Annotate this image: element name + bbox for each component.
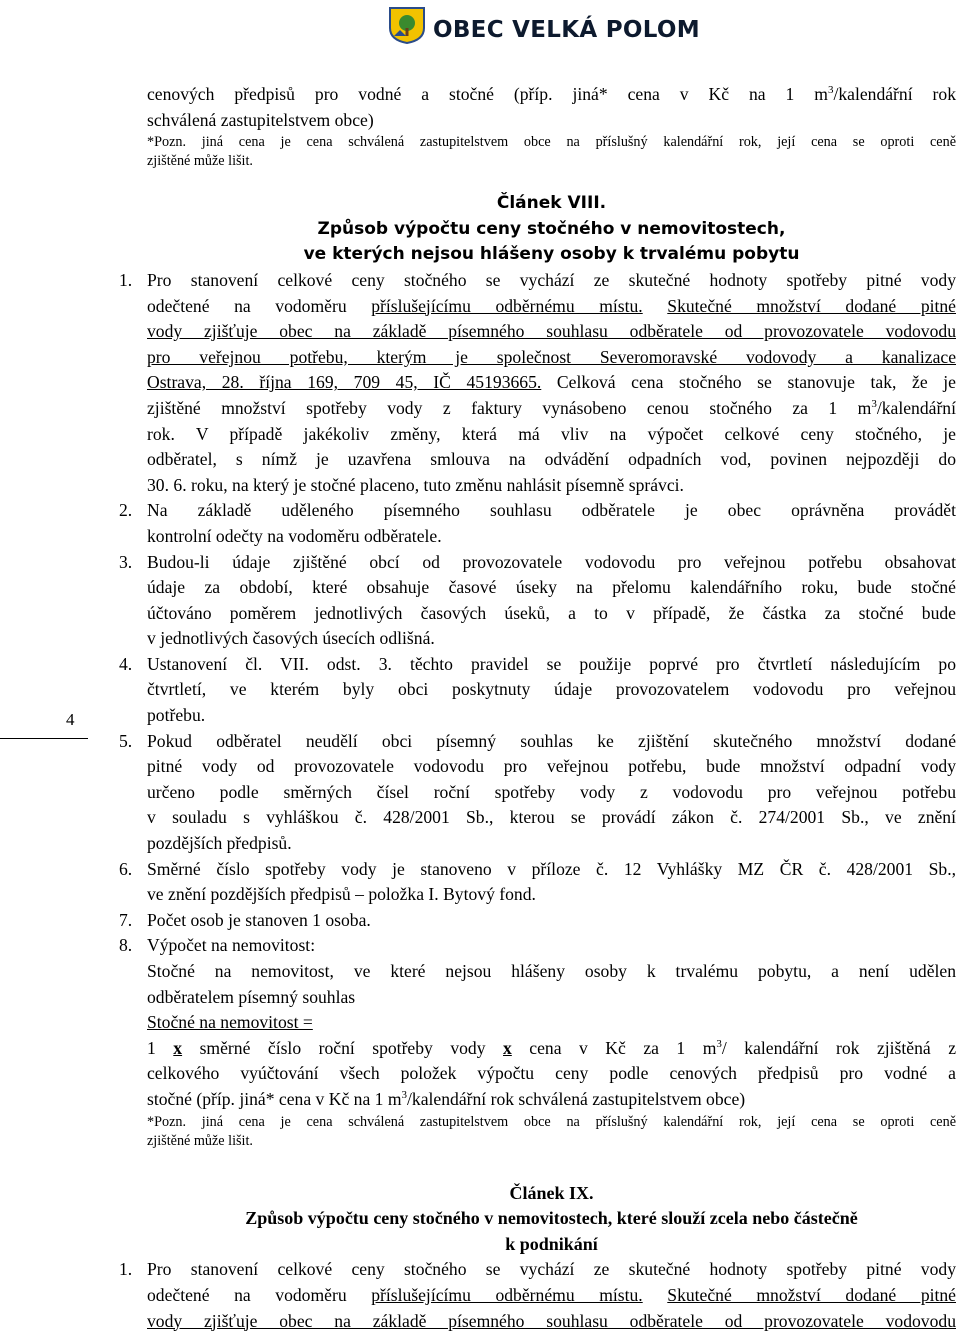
text-line: v souladu s vyhláškou č. 428/2001 Sb., kterou se provádí zákon č. 274/2001 Sb., ve znění (147, 807, 956, 828)
text-line: Pro stanovení celkové ceny stočného se vychází ze skutečné hodnoty spotřeby pitné vody (147, 269, 956, 290)
list-item (119, 498, 956, 549)
item-number: 1. (119, 1259, 133, 1280)
text-line: Na základě uděleného písemného souhlasu odběratele je obec oprávněna provádět (147, 500, 956, 521)
page-number: 4 (66, 710, 75, 729)
footnote-line: zjištěné může lišit. (147, 1132, 253, 1149)
text-line: zjištěné množství spotřeby vody z faktury vynásobeno cenou stočného za 1 $m^3$/kalendářní (147, 397, 956, 418)
list-item (119, 933, 957, 1150)
text-line: pro veřejnou potřebu, kterým je společnost Severomoravské vodovody a kanalizace (147, 346, 956, 367)
list-item (119, 268, 956, 498)
text-line: odběratel, s nímž je uzavřena smlouva na odvádění odpadních vod, povinen nejpozději do (147, 449, 956, 470)
village-coat-of-arms-logo (388, 6, 426, 44)
text-line: celkového vyúčtování všech položek výpočtu ceny podle cenových předpisů pro vodné a (147, 1063, 956, 1084)
text-line: v jednotlivých časových úsecích odlišná. (147, 628, 435, 649)
document-body (119, 82, 957, 1334)
text-line: ve znění pozdějších předpisů – položka I. Bytový fond. (147, 884, 536, 905)
item-number: 8. (119, 935, 133, 956)
footnote-line: *Pozn. jiná cena je cena schválená zastupitelstvem obce na příslušný kalendářní rok, její cena se oproti ceně (147, 134, 956, 151)
item-number: 7. (119, 909, 133, 930)
article-subtitle: ve kterých nejsou hlášeny osoby k trvalému pobytu (303, 244, 800, 265)
margin-divider (0, 738, 88, 739)
list-item (119, 1257, 956, 1334)
text-line: Počet osob je stanoven 1 osoba. (147, 909, 371, 930)
text-line: Stočné na nemovitost, ve které nejsou hlášeny osoby k trvalému pobytu, a není udělen (147, 961, 956, 981)
list-item (119, 908, 956, 934)
item-number: 2. (119, 500, 133, 521)
text-line: 30. 6. roku, na který je stočné placeno, tuto změnu nahlásit písemně správci. (147, 474, 684, 495)
item-number: 1. (119, 269, 133, 290)
text-line: stočné (příp. jiná* cena v Kč na 1 $m^3$/kalendářní rok schválená zastupitelstvem obce) (147, 1088, 746, 1109)
text-line: schválená zastupitelstvem obce) (147, 109, 374, 130)
text-line: Ustanovení čl. VII. odst. 3. těchto pravidel se použije poprvé pro čtvrtletí následujícím po (147, 653, 956, 674)
text-line: určeno podle směrných čísel roční spotřeby vody z vodovodu pro veřejnou potřebu (147, 781, 956, 802)
item-number: 6. (119, 858, 133, 879)
text-line: čtvrtletí, ve kterém byly obci poskytnuty údaje provozovatelem vodovodu pro veřejnou (147, 679, 956, 700)
text-line: odběratelem písemný souhlas (147, 986, 356, 1007)
text-line: Výpočet na nemovitost: (147, 935, 316, 956)
brand-title: OBEC VELKÁ POLOM (433, 17, 700, 43)
formula-line: 1 x směrné číslo roční spotřeby vody x cena v Kč za 1 $m^3/$ kalendářní rok zjištěná z (147, 1037, 957, 1058)
text-line: Budou-li údaje zjištěné obcí od provozovatele vodovodu pro veřejnou potřebu obsahovat (147, 551, 956, 572)
text-line: potřebu. (147, 705, 206, 726)
item-number: 5. (119, 730, 133, 751)
item-number: 3. (119, 551, 133, 572)
text-line: rok. V případě jakékoliv změny, která má vliv na výpočet celkové ceny stočného, je (147, 423, 956, 444)
text-line: kontrolní odečty na vodoměru odběratele. (147, 525, 442, 546)
list-item (119, 550, 956, 652)
text-line: odečtené na vodoměru příslušejícímu odběrnému místu. Skutečné množství dodané pitné (147, 295, 956, 316)
text-line: cenových předpisů pro vodné a stočné (příp. jiná* cena v Kč na 1 $m^3$/kalendářní rok (147, 84, 956, 104)
text-line: pitné vody od provozovatele vodovodu pro veřejnou potřebu, bude množství odpadní vody (147, 756, 956, 777)
footnote-line: *Pozn. jiná cena je cena schválená zastupitelstvem obce na příslušný kalendářní rok, její cena se oproti ceně (147, 1113, 956, 1130)
article-heading: Článek IX. (509, 1182, 594, 1203)
text-line: Směrné číslo spotřeby vody je stanoveno v příloze č. 12 Vyhlášky MZ ČR č. 428/2001 Sb., (147, 858, 956, 879)
page-header (0, 0, 960, 50)
article-subtitle: Způsob výpočtu ceny stočného v nemovitostech, které slouží zcela nebo částečně (245, 1208, 858, 1229)
list-item (119, 857, 956, 908)
text-line: Pro stanovení celkové ceny stočného se vychází ze skutečné hodnoty spotřeby pitné vody (147, 1259, 956, 1280)
text-line: vody zjišťuje obec na základě písemného souhlasu odběratele od provozovatele vodovodu (147, 321, 956, 342)
formula-label: Stočné na nemovitost = (147, 1012, 313, 1033)
text-line: Ostrava, 28. října 169, 709 45, IČ 45193665. Celková cena stočného se stanovuje tak, že je (147, 372, 956, 393)
text-line: účtováno poměrem jednotlivých časových úseků, a to v případě, že částka za stočné bude (147, 602, 956, 623)
item-number: 4. (119, 653, 133, 674)
text-line: odečtené na vodoměru příslušejícímu odběrnému místu. Skutečné množství dodané pitné (147, 1284, 956, 1305)
article-subtitle: k podnikání (505, 1233, 598, 1254)
text-line: Pokud odběratel neudělí obci písemný souhlas ke zjištění skutečného množství dodané (147, 730, 956, 751)
list-item (119, 652, 956, 729)
text-line: pozdějších předpisů. (147, 833, 292, 854)
article-subtitle: Způsob výpočtu ceny stočného v nemovitostech, (317, 218, 786, 239)
article-heading: Článek VIII. (496, 193, 607, 214)
text-line: údaje za období, které obsahuje časové úseky na přelomu kalendářního roku, bude stočné (147, 577, 956, 598)
text-line: vody zjišťuje obec na základě písemného souhlasu odběratele od provozovatele vodovodu (147, 1310, 956, 1331)
footnote-line: zjištěné může lišit. (147, 153, 253, 170)
list-item (119, 729, 956, 857)
